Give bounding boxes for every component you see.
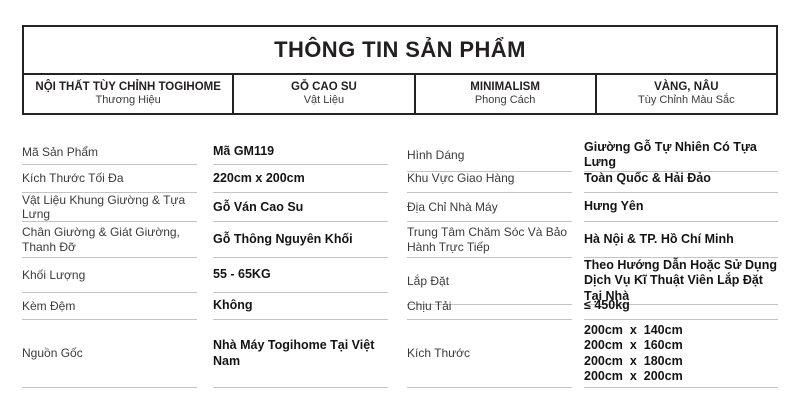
spec-value: Gỗ Thông Nguyên Khối — [213, 222, 388, 258]
spec-value: Theo Hướng Dẫn Hoặc Sử Dụng Dịch Vụ Kĩ Thuật Viên Lắp Đặt Tại Nhà — [584, 258, 778, 305]
spec-row-max-size — [22, 165, 388, 193]
attribute-cell-material — [232, 75, 413, 113]
spec-label: Chân Giường & Giát Giường, Thanh Đỡ — [22, 222, 197, 258]
spec-row-sizes — [407, 320, 778, 388]
attribute-value: GỖ CAO SU — [291, 80, 357, 93]
spec-value: 200cm x 140cm 200cm x 160cm 200cm x 180cm 200cm x 200cm — [584, 320, 778, 388]
attribute-label: Thương Hiệu — [95, 94, 161, 107]
spec-row-weight — [22, 258, 388, 293]
spec-label: Lắp Đặt — [407, 258, 572, 305]
spec-row-origin — [22, 320, 388, 388]
spec-row-installation — [407, 258, 778, 303]
spec-row-service-center — [407, 222, 778, 258]
spec-label: Chịu Tải — [407, 293, 572, 320]
attribute-value: VÀNG, NÂU — [654, 80, 719, 93]
spec-label: Khu Vực Giao Hàng — [407, 165, 572, 193]
spec-label: Mã Sản Phẩm — [22, 140, 197, 165]
attribute-label: Vật Liệu — [303, 94, 345, 107]
spec-row-shape — [407, 140, 778, 170]
spec-value: Không — [213, 293, 388, 320]
spec-label: Hình Dáng — [407, 140, 572, 172]
spec-value: Toàn Quốc & Hải Đảo — [584, 165, 778, 193]
attribute-value: MINIMALISM — [470, 80, 540, 93]
header — [22, 25, 778, 115]
page-title: THÔNG TIN SẢN PHẨM — [24, 27, 776, 75]
spec-table — [22, 140, 778, 388]
spec-value: ≤ 450kg — [584, 293, 778, 320]
spec-value: Nhà Máy Togihome Tại Việt Nam — [213, 320, 388, 388]
attribute-cell-brand — [24, 75, 232, 113]
spec-value: 220cm x 200cm — [213, 165, 388, 193]
attribute-label: Phong Cách — [474, 94, 536, 107]
spec-row-legs-slats — [22, 222, 388, 258]
spec-row-load-capacity — [407, 293, 778, 320]
spec-value: Hưng Yên — [584, 193, 778, 222]
spec-row-product-code — [22, 140, 388, 165]
spec-column-left — [22, 140, 388, 388]
spec-label: Địa Chỉ Nhà Máy — [407, 193, 572, 222]
attribute-bar — [24, 75, 776, 113]
spec-label: Kích Thước — [407, 320, 572, 388]
spec-column-right — [407, 140, 778, 388]
spec-row-factory-address — [407, 193, 778, 222]
attribute-label: Tùy Chỉnh Màu Sắc — [638, 94, 735, 107]
spec-value: Gỗ Ván Cao Su — [213, 193, 388, 222]
spec-row-frame-material — [22, 193, 388, 222]
spec-label: Khối Lượng — [22, 258, 197, 293]
spec-row-delivery-area — [407, 165, 778, 193]
spec-value: Hà Nội & TP. Hồ Chí Minh — [584, 222, 778, 258]
spec-label: Vật Liệu Khung Giường & Tựa Lưng — [22, 193, 197, 222]
spec-label: Nguồn Gốc — [22, 320, 197, 388]
spec-value: 55 - 65KG — [213, 258, 388, 293]
spec-value: Giường Gỗ Tự Nhiên Có Tựa Lưng — [584, 140, 778, 172]
spec-label: Kèm Đệm — [22, 293, 197, 320]
spec-row-mattress-included — [22, 293, 388, 320]
spec-value: Mã GM119 — [213, 140, 388, 165]
spec-label: Kích Thước Tối Đa — [22, 165, 197, 193]
attribute-cell-style — [414, 75, 595, 113]
spec-label: Trung Tâm Chăm Sóc Và Bảo Hành Trực Tiếp — [407, 222, 572, 258]
attribute-cell-color — [595, 75, 776, 113]
attribute-value: NỘI THẤT TÙY CHỈNH TOGIHOME — [35, 80, 221, 93]
